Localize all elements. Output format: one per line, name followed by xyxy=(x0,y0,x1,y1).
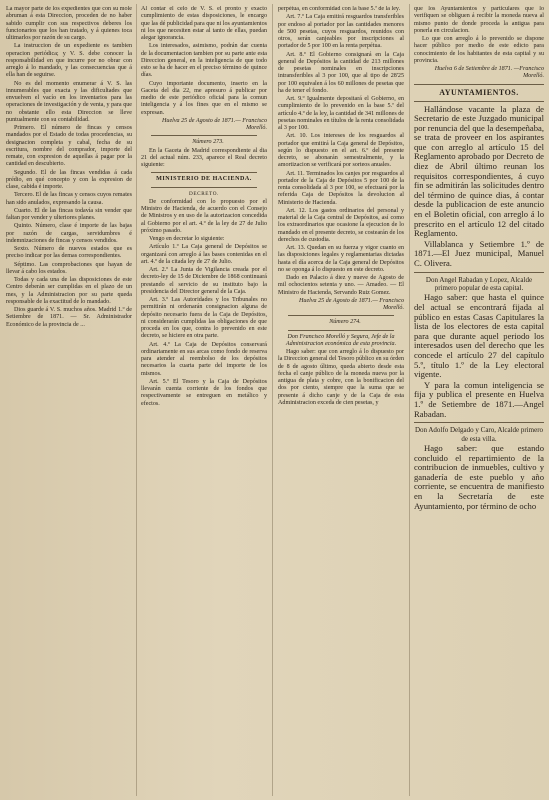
divider xyxy=(151,187,257,188)
divider xyxy=(288,315,394,316)
column-divider xyxy=(409,4,410,796)
notice-block xyxy=(414,105,544,269)
paragraph: Vengo en decretar lo siguiente: xyxy=(149,236,225,242)
paragraph: Art. 11. Terminados los canjes por resguardos al portador de la Caja de Depósitos 5 por 100 de la renta consolidada al 3 por 100, se efectuará por la referida Caja de Depósitos la devolucion al Ministerio de Hacienda. xyxy=(278,170,404,206)
paragraph: La instruccion de un expediente es tambien operacion periódica; y V. S. debe conocer la responsabilidad en que incurre por no obrar con arreglo á lo mandado, y las consecuencias que á ella han de seguirse. xyxy=(6,43,132,79)
paragraph: Séptimo. Las comprobaciones que hayan de llevar á cabo los estados. xyxy=(6,261,132,275)
paragraph: Quinto. Número, clase é importe de las bajas por razón de cargas, servidumbres é indemnizaciones de fincas y censos vendidos. xyxy=(6,223,132,244)
column-2 xyxy=(141,6,267,794)
notice-title: Don Francisco Morelló y Segura, Jefe de la Administracion económica de esta provincia. xyxy=(285,333,397,347)
column-3 xyxy=(278,6,404,794)
section-heading: AYUNTAMIENTOS. xyxy=(439,87,519,97)
paragraph: Art. 5.º El Tesoro y la Caja de Depósitos llevarán cuenta corriente de los fondos que respectivamente se entreguen en metálico y efectos. xyxy=(141,378,267,407)
paragraph: Dado en Palacio á diez y nueve de Agosto de mil ochocientos setenta y uno. — Amadeo. — El Ministro de Hacienda, Servando Ruiz Gomez. xyxy=(278,275,404,296)
paragraph: Art. 12. Los gastos ordinarios del personal y material de la Caja central de Depósitos, así como los extraordinarios que ocasione la ejecucion de lo mandado en el presente decreto, se costearán de los derechos de custodia. xyxy=(278,207,404,243)
divider xyxy=(288,330,394,331)
notice-block xyxy=(414,444,544,511)
divider xyxy=(414,422,544,423)
paragraph: Hago saber: que con arreglo á lo dispuesto por la Direccion general del Tesoro público en su órden de 8 de agosto último, queda abierto desde esta fecha el canje público de la moneda nueva por la antigua de plata y cobre, con la bonificacion del dos por ciento, siempre que la suma que se presente á dicho canje y de la Caja de esta Administracion exceda de cien pesetas, y xyxy=(278,349,404,406)
section-heading: MINISTERIO DE HACIENDA. xyxy=(156,176,252,183)
paragraph: En la Gaceta de Madrid correspondiente al dia 21 del actual núm. 233, aparece el Real decreto siguiente: xyxy=(141,147,267,168)
paragraph: Tercero. El de las fincas y censos cuyos remates han sido anulados, expresando la causa. xyxy=(6,192,132,206)
column-4 xyxy=(414,6,544,794)
paragraph: Segundo. El de las fincas vendidas á cada prédio, en qué concepto y con la expresion de clase, cabida é importe. xyxy=(6,169,132,190)
paragraph: De conformidad con lo propuesto por el Ministro de Hacienda, de acuerdo con el Consejo de Ministros y en uso de la autorizacion concedida al Gobierno por el art. 4.º de la ley de 27 de Julio próximo pasado. xyxy=(141,198,267,234)
divider xyxy=(414,272,544,273)
divider xyxy=(151,135,257,136)
paragraph: Art. 9.º Igualmente depositará el Gobierno, en cumplimiento de lo prevenido en la base 5.ª del artículo 4.º de la ley, la cantidad de 341 millones de pesetas nominales en títulos de la renta consolidada al 3 por 100. xyxy=(278,96,404,131)
column-divider xyxy=(272,4,273,796)
subheading: DECRETO. xyxy=(189,190,219,197)
notice-text: Y para la comun inteligencia se fija y publica el presente en Huelva 1.º de Setiembre de 1871.—Angel Rabadan. xyxy=(414,379,544,419)
divider xyxy=(414,84,544,85)
paragraph: Art. 13. Quedan en su fuerza y vigor cuanto en las disposiciones legales y reglamentarias dictadas hasta el día acerca de la Caja general de Depósitos no se oponga á lo dispuesto en este decreto. xyxy=(278,245,404,273)
paragraph: Los interesados, asimismo, podrán dar cuenta de la documentacion tambien por su parte ante esta Direccion general, en la inteligencia de que todo esto se ha de hacer en el preciso término de quince días. xyxy=(141,43,267,79)
notice-block xyxy=(414,293,544,419)
column-1 xyxy=(6,6,132,794)
notice-signature: Villablanca y Setiembre 1.º de 1871.—El Juez municipal, Manuel C. Olivera. xyxy=(414,238,544,268)
notice-text: Hallándose vacante la plaza de Secretario de este Juzgado municipal por renuncia del que la desempeñaba, se trata de proveer en los aspirantes que con arreglo al artículo 15 del Reglamento aprobado por Decreto de diez de Abril último reunan los requisitos correspondientes, á cuyo fin se admitirán las solicitudes dentro del término de quince dias, á contar desde la publicacion de este anuncio en el Boletin oficial, con arreglo á lo prescrito en el artículo 12 del citado Reglamento. xyxy=(414,103,544,239)
paragraph: Art. 7.º La Caja emitirá resguardos transferibles por endoso al portador por las cantidades menores de 500 pesetas, cuyos resguardos, reunidos con otros, serán canjeables por inscripciones al portador de 5 por 100 en la renta perpétua. xyxy=(278,14,404,50)
paragraph: que los Ayuntamientos y particulares que lo verifiquen se obliguen á recibir la moneda nueva al mismo punto de donde proceda la antigua para ponerla en circulacion. xyxy=(414,6,544,34)
divider xyxy=(414,101,544,102)
paragraph: Dios guarde á V. S. muchos años. Madrid 1.º de Setiembre de 1871. — Sr. Administrador Económico de la provincia de ... xyxy=(6,307,132,328)
paragraph: Primero. El número de fincas y censos mandados por el Estado de todas procedencias, su designacion completa y cabal, fecha de su escritura, nombre del comprador, importe del remate, con expresion de aquellas á pagar por la cantidad en descubierto. xyxy=(6,125,132,168)
paragraph: Art. 2.º La Junta de Vigilancia creada por el decreto-ley de 15 de Diciembre de 1868 continuará prestando el servicio de su instituto bajo la presidencia del Director general de la Caja. xyxy=(141,267,267,295)
paragraph: Lo que con arreglo á lo prevenido se dispone hacer público por medio de este edicto para conocimiento de los habitantes de esta capital y su provincia. xyxy=(414,36,544,64)
column-divider xyxy=(136,4,137,796)
paragraph: Artículo 1.º La Caja general de Depósitos se organizará con arreglo á las bases contenidas en el art. 4.º de la citada ley de 27 de Julio. xyxy=(141,244,267,265)
paragraph: Sexto. Número de nuevos estados que es preciso indicar por las demas correspondientes. xyxy=(6,246,132,260)
signature-line: Huelva 25 de Agosto de 1871.— Francisco Morelló. xyxy=(162,117,267,131)
paragraph: perpétua, en conformidad con la base 5.ª de la ley. xyxy=(278,6,401,12)
paragraph: Art. 4.º La Caja de Depósitos conservará ordinariamente en sus arcas como fondo de reserva para atender al reembolso de los depósitos necesarios la cuarta parte del importe de los mismos. xyxy=(141,341,267,377)
notice-title: Don Angel Rabadan y Lopez, Alcalde primero popular de esta capital. xyxy=(425,275,533,292)
paragraph: Cuarto. El de las fincas todavía sin vender que faltan por vender y ulteriores planes. xyxy=(6,207,132,221)
signature-line: Huelva 25 de Agosto de 1871.— Francisco Morelló. xyxy=(299,297,404,311)
notice-text: Hago saber: que hasta el quince del actual se encontrará fijada al público en estas Casas Capitulares la lista de los electores de esta capital para que durante aquel periodo los interesados usen del derecho que les concede el artículo 27 del capítulo 5.º, título 1.º de la Ley electoral vigente. xyxy=(414,292,544,380)
paragraph: Cuyo importante documento, inserto en la Gaceta del dia 22, me apresuro á publicar por medio de este periódico oficial para la comun inteligencia y á los fines que en el mismo se expresan. xyxy=(141,80,267,116)
section-number: Número 273. xyxy=(192,139,224,146)
paragraph: Art. 3.º Las Autoridades y los Tribunales no permitirán ni ordenarán consignacion alguna de depósito necesario fuera de la Caja de Depósitos, ni considerarán cumplidas las obligaciones de que proceda en los que, contra lo prevenido en este decreto, se hiciere en otra parte. xyxy=(141,297,267,340)
paragraph: La mayor parte de los expedientes que con su mole abruman á esta Direccion, proceden de no haber sabido cumplir con sus respectivos deberes los funcionarios que los han tratado, y á quienes toca ultimarlos por razón de su cargo. xyxy=(6,6,132,41)
paragraph: Todas y cada una de las disposiciones de este Centro deberán ser cumplidas en el plazo de un mes, y la Administracion por su parte queda responsable de la exactitud de lo mandado. xyxy=(6,277,132,305)
signature-line: Huelva 6 de Setiembre de 1871. —Francisco Morelló. xyxy=(434,66,544,80)
paragraph: Art. 10. Los intereses de los resguardos al portador que emitirá la Caja general de Depósitos, según lo dispuesto en el art. 6.º del presente decreto, se abonarán semestralmente, y la amortizacion se verificará por sorteos anuales. xyxy=(278,133,404,169)
divider xyxy=(151,172,257,173)
notice-title: Don Adolfo Delgado y Caro, Alcalde primero de esta villa. xyxy=(414,426,544,443)
paragraph: No es del momento enumerar á V. S. las innumerables que exacta y las dificultades que envuelven el vacío en los inventarios para las operaciones de investigación y de venta, y para que no obstante ello esta Direccion se lleve puntualmente con su contabilidad. xyxy=(6,80,132,123)
paragraph: Al contar el celo de V. S. el pronto y exacto cumplimiento de estas disposiciones, le encargo que las dé publicidad para que ni los ayuntamientos ni los que necesiten estar al tanto de ellas, puedan alegar ignorancia. xyxy=(141,6,267,41)
notice-text: Hago saber: que estando concluido el repartimiento de la contribucion de inmuebles, cultivo y ganadería de este pueblo y año corriente, se encuentra de manifiesto en la Secretaría de este Ayuntamiento, por término de ocho xyxy=(414,442,544,511)
paragraph: Art. 8.º El Gobierno consignará en la Caja general de Depósitos la cantidad de 213 millones de pesetas nominales en inscripciones intransferibles al 3 por 100, que al tipo de 28'25 por 100 equivalen á los 60 millones de pesetas que ha de tener el fondo. xyxy=(278,51,404,94)
section-number: Número 274. xyxy=(329,319,361,326)
